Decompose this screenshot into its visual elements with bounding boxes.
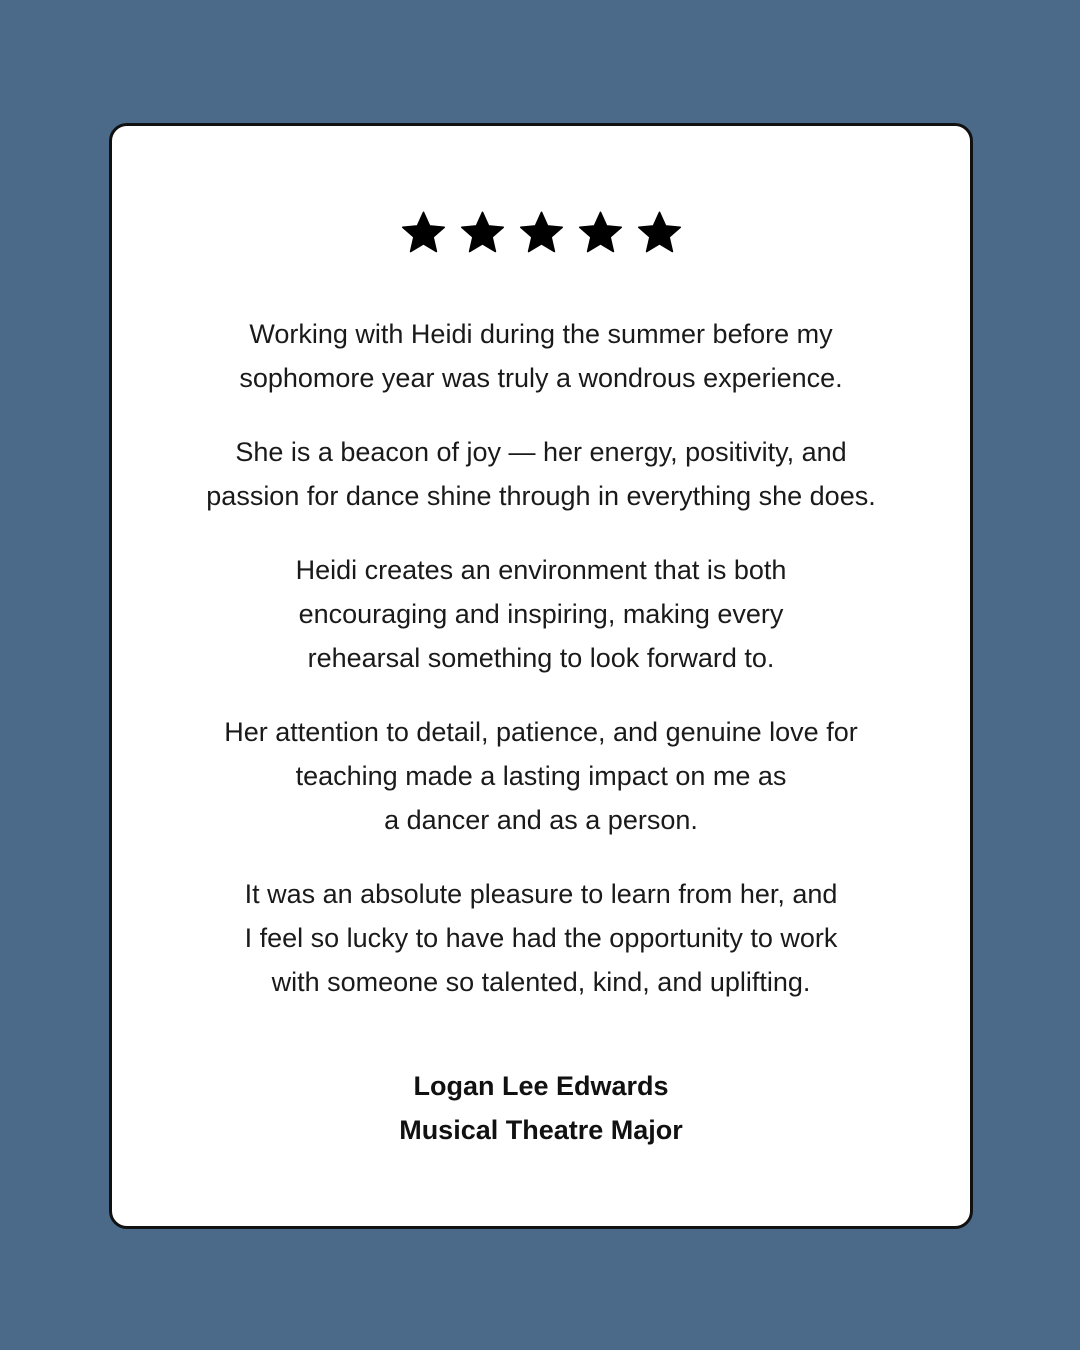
star-rating bbox=[112, 210, 970, 257]
text-line: Heidi creates an environment that is both bbox=[295, 555, 787, 585]
text-line: I feel so lucky to have had the opportunity to work bbox=[244, 923, 838, 953]
star-icon bbox=[518, 210, 565, 257]
testimonial-paragraph bbox=[142, 312, 940, 400]
text-line: She is a beacon of joy — her energy, positivity, and bbox=[235, 437, 847, 467]
star-icon bbox=[577, 210, 624, 257]
text-line: passion for dance shine through in everything she does. bbox=[206, 481, 876, 511]
text-line: It was an absolute pleasure to learn from her, and bbox=[244, 879, 838, 909]
testimonial-card bbox=[109, 123, 973, 1229]
star-icon bbox=[400, 210, 447, 257]
author-signature bbox=[112, 1064, 970, 1152]
text-line: with someone so talented, kind, and uplifting. bbox=[271, 967, 811, 997]
testimonial-text bbox=[142, 312, 940, 1034]
text-line: encouraging and inspiring, making every bbox=[298, 599, 784, 629]
star-icon bbox=[459, 210, 506, 257]
text-line: Working with Heidi during the summer before my bbox=[249, 319, 833, 349]
testimonial-paragraph bbox=[142, 872, 940, 1004]
testimonial-paragraph bbox=[142, 710, 940, 842]
text-line: rehearsal something to look forward to. bbox=[307, 643, 775, 673]
testimonial-paragraph bbox=[142, 430, 940, 518]
author-title: Musical Theatre Major bbox=[399, 1115, 683, 1145]
star-icon bbox=[636, 210, 683, 257]
text-line: a dancer and as a person. bbox=[384, 805, 698, 835]
testimonial-paragraph bbox=[142, 548, 940, 680]
text-line: Her attention to detail, patience, and genuine love for bbox=[224, 717, 858, 747]
text-line: sophomore year was truly a wondrous experience. bbox=[239, 363, 843, 393]
author-name: Logan Lee Edwards bbox=[413, 1071, 669, 1101]
text-line: teaching made a lasting impact on me as bbox=[295, 761, 787, 791]
